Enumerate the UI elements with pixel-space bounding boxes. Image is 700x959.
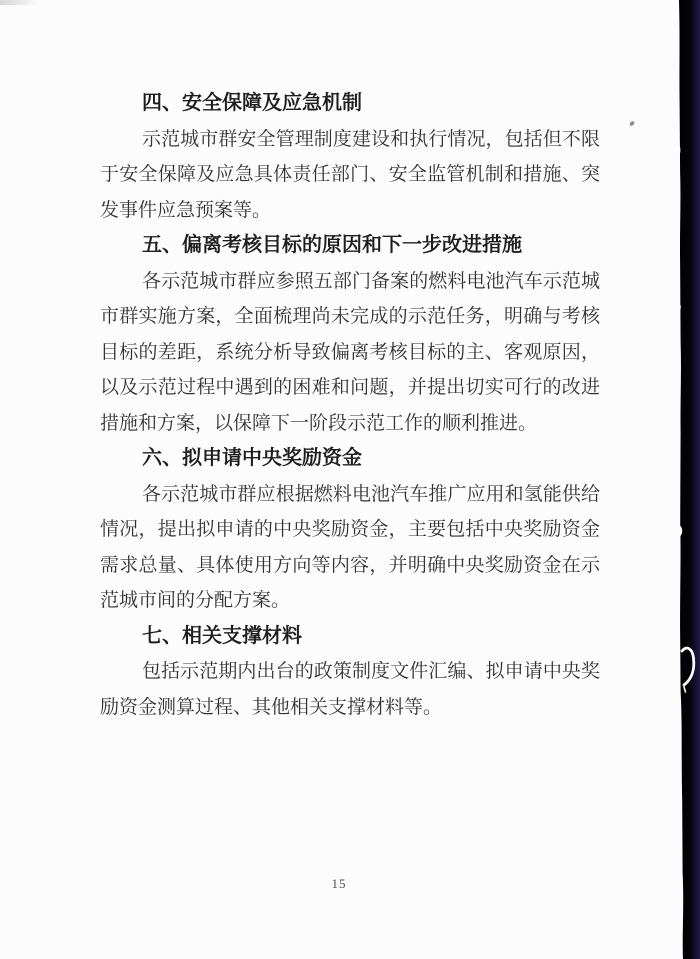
section-heading: 五、偏离考核目标的原因和下一步改进措施 <box>142 234 522 256</box>
section-paragraph: 各示范城市群应参照五部门备案的燃料电池汽车示范城市群实施方案，全面梳理尚未完成的示范任务，明确与考核目标的差距，系统分析导致偏离考核目标的主、客观原因，以及示范过程中遇到的困难和问题，并提出切实可行的改进措施和方案，以保障下一阶段示范工作的顺利推进。 <box>100 270 600 434</box>
page-number: 15 <box>331 876 347 891</box>
section-heading: 四、安全保障及应急机制 <box>142 92 362 114</box>
section-paragraph: 包括示范期内出台的政策制度文件汇编、拟申请中央奖励资金测算过程、其他相关支撑材料等。 <box>100 661 600 718</box>
section-paragraph: 各示范城市群应根据燃料电池汽车推广应用和氢能供给情况，提出拟申请的中央奖励资金，主要包括中央奖励资金需求总量、具体使用方向等内容，并明确中央奖励资金在示范城市间的分配方案。 <box>100 483 600 611</box>
section-paragraph: 示范城市群安全管理制度建设和执行情况，包括但不限于安全保障及应急具体责任部门、安全监管机制和措施、突发事件应急预案等。 <box>100 128 600 221</box>
scan-ink-speck <box>629 120 635 126</box>
section-7 <box>100 619 600 726</box>
section-5 <box>100 228 600 441</box>
section-6 <box>100 441 600 619</box>
section-4 <box>100 86 600 228</box>
page-content <box>100 86 600 725</box>
scan-smudge-top-left <box>0 0 38 5</box>
scan-edge-band-artifact <box>678 0 700 959</box>
section-heading: 六、拟申请中央奖励资金 <box>142 447 362 469</box>
section-heading: 七、相关支撑材料 <box>142 624 302 647</box>
